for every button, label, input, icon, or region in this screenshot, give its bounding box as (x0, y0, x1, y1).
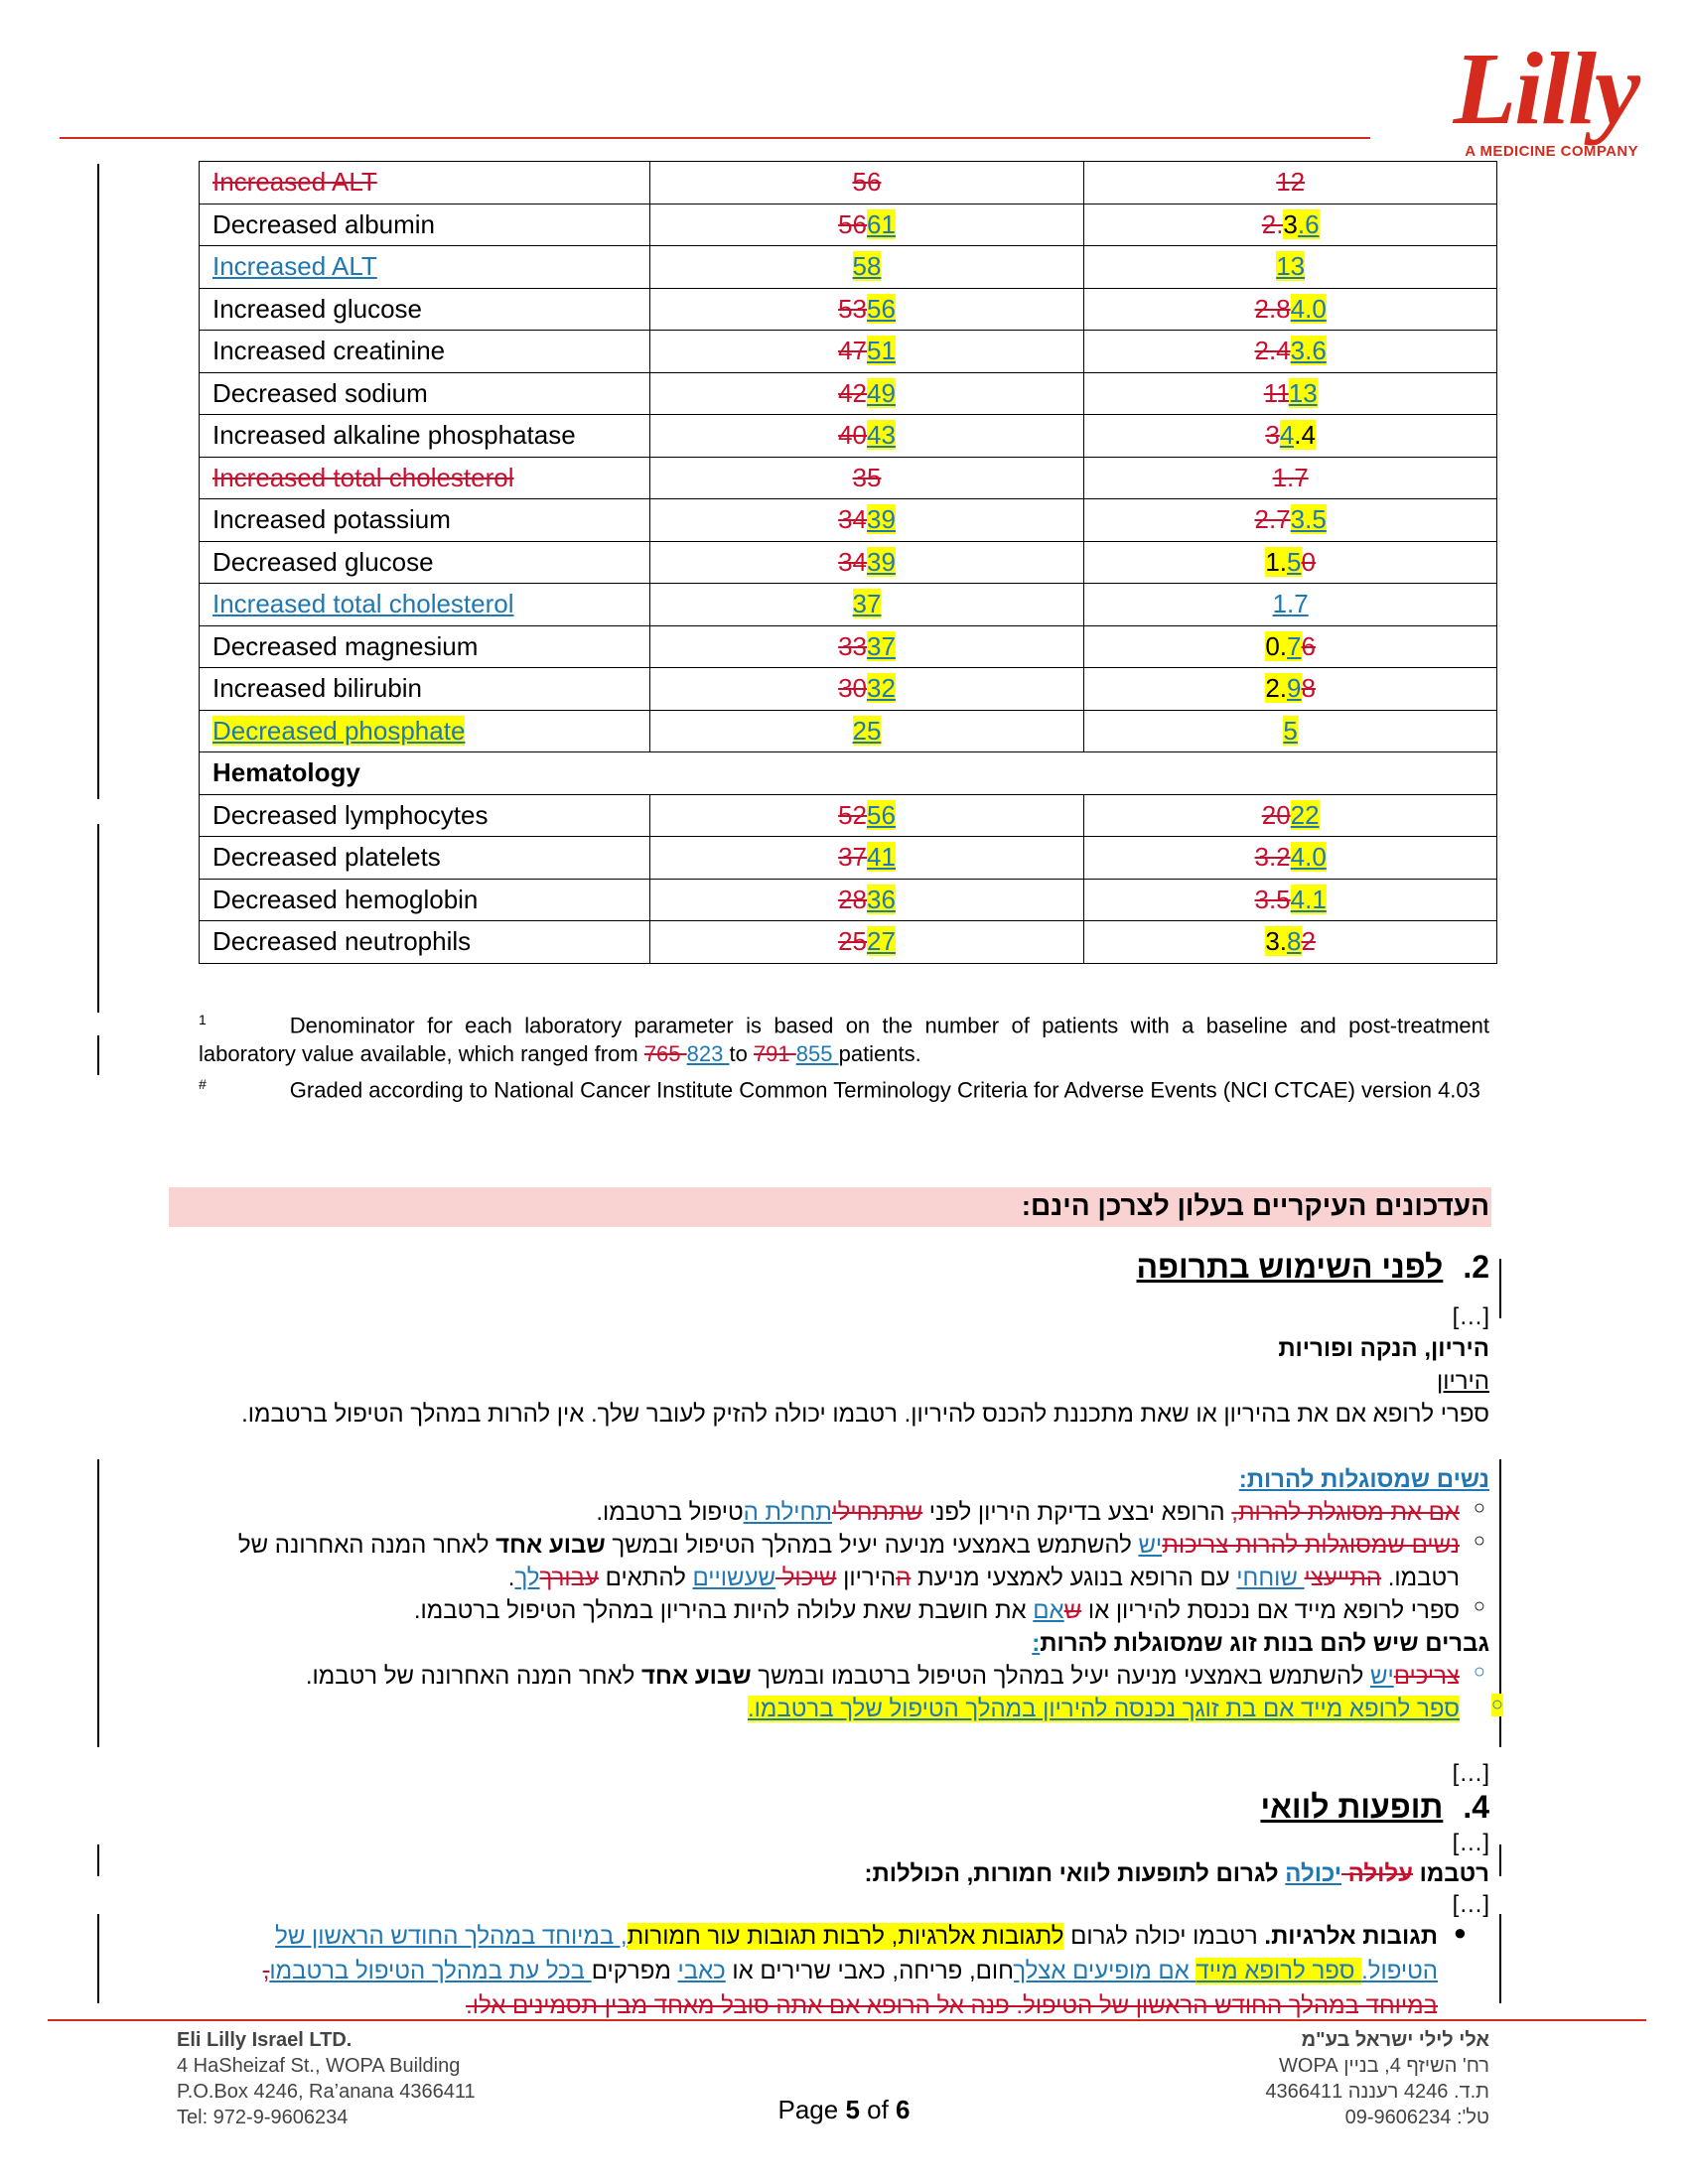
all-grades-value (649, 499, 1084, 542)
table-row (200, 246, 1497, 289)
cell-text: Decreased albumin (212, 208, 436, 239)
inserted-text: ספר לרופא מייד (1196, 1958, 1362, 1984)
deleted-text: 8 (1301, 673, 1316, 704)
grade-3-4-value (1084, 162, 1497, 205)
bullet-circle-icon: ○ (1473, 1497, 1485, 1519)
women-heading: נשים שמסוגלות להרות: (1238, 1466, 1489, 1493)
inserted-text: 4 (1279, 420, 1295, 451)
women-item-1 (197, 1496, 1460, 1529)
women-item-3 (197, 1594, 1460, 1627)
grade-3-4-value (1084, 710, 1497, 752)
lab-parameter (200, 710, 650, 752)
body-text: להשתמש באמצעי מניעה יעיל במהלך הטיפול ובמשך (605, 1532, 1139, 1559)
cell-text: Decreased hemoglobin (212, 884, 479, 914)
pregnancy-paragraph: ספרי לרופא אם את בהיריון או שאת מתכננת להכנס להיריון. רטבמו יכולה להזיק לעובר שלך. אין להרות במהלך הטיפול ברטבמו. (241, 1401, 1489, 1428)
all-grades-value (649, 162, 1084, 205)
body-text: הרופא יבצע בדיקת היריון לפני (922, 1499, 1232, 1526)
deleted-text: שיכול (774, 1565, 837, 1591)
inserted-text: 43 (867, 420, 896, 451)
bold-text: תגובות אלרגיות. (1264, 1923, 1438, 1950)
cell-text: Decreased glucose (212, 546, 434, 577)
all-grades-value (649, 288, 1084, 331)
inserted-text: 1.7 (1272, 589, 1309, 619)
table-row (200, 457, 1497, 499)
cell-text: Increased bilirubin (212, 673, 423, 704)
bold-text: שבוע אחד (641, 1663, 752, 1690)
grade-3-4-value (1084, 415, 1497, 458)
lab-parameter (200, 372, 650, 415)
subsection-title: היריון, הנקה ופוריות (1278, 1335, 1489, 1362)
cell-text: 3. (1265, 926, 1288, 957)
section-number: 4. (1463, 1789, 1489, 1825)
body-text: את חושבת שאת עלולה להיות בהיריון במהלך הטיפול ברטבמו. (413, 1597, 1034, 1624)
footer-phone: Tel: 972-9-9606234 (177, 2107, 349, 2128)
inserted-text: תחילת ה (743, 1499, 832, 1526)
table-row (200, 541, 1497, 584)
body-text: רטבמו יכולה לגרום (1063, 1923, 1265, 1950)
inserted-text: 56 (867, 293, 896, 324)
bold-text: רטבמו (1412, 1860, 1489, 1887)
highlighted-text: לתגובות אלרגיות, לרבות תגובות עור חמורות (627, 1923, 1064, 1950)
deleted-text: עלולה (1341, 1860, 1413, 1887)
inserted-text: 36 (867, 884, 896, 914)
grade-3-4-value (1084, 204, 1497, 246)
all-grades-value (649, 541, 1084, 584)
change-bar (1499, 1914, 1501, 2003)
footnote-text: Graded according to National Cancer Institute Common Terminology Criteria for Adverse Events (NCI CTCAE) version 4.03 (289, 1077, 1480, 1103)
deleted-text: Increased total cholesterol (212, 462, 514, 492)
deleted-text: 56 (838, 208, 868, 239)
inserted-text: 855 (795, 1041, 839, 1067)
grade-3-4-value (1084, 288, 1497, 331)
section-4-heading (197, 1787, 1489, 1827)
lab-parameter (200, 246, 650, 289)
inserted-text: Increased total cholesterol (212, 589, 514, 619)
deleted-text: 52 (838, 799, 868, 830)
section-2-heading (197, 1247, 1489, 1287)
table-row (200, 921, 1497, 964)
ellipsis: […] (1452, 1891, 1489, 1918)
lab-parameter (200, 668, 650, 711)
change-bar (1499, 1844, 1501, 1876)
deleted-text: 30 (838, 673, 868, 704)
footnote-mark: # (199, 1076, 207, 1092)
lab-parameter (200, 457, 650, 499)
cell-text: .4 (1294, 420, 1316, 451)
all-grades-value (649, 668, 1084, 711)
body-text: לאחר המנה האחרונה של רטבמו. (237, 1532, 1460, 1591)
deleted-text: 2. (1261, 208, 1284, 239)
deleted-text: 1.7 (1272, 462, 1309, 492)
body-text: לאחר המנה האחרונה של רטבמו. (305, 1663, 642, 1690)
bold-text: שבוע אחד (495, 1532, 606, 1559)
deleted-text: אם את מסוגלת להרות, (1231, 1499, 1460, 1526)
inserted-text: כאבי (677, 1958, 726, 1984)
all-grades-value (649, 625, 1084, 668)
grade-3-4-value (1084, 541, 1497, 584)
cell-text: Decreased magnesium (212, 630, 479, 661)
grade-3-4-value (1084, 499, 1497, 542)
inserted-text: 22 (1290, 799, 1320, 830)
deleted-text: ש (1063, 1597, 1082, 1624)
footer-pobox: P.O.Box 4246, Ra’anana 4366411 (177, 2081, 476, 2103)
bold-text: גברים שיש להם בנות זוג שמסוגלות להרות (1040, 1630, 1489, 1657)
inserted-text: 39 (867, 546, 896, 577)
inserted-text: אם (1033, 1597, 1064, 1624)
cell-text: 0. (1265, 630, 1288, 661)
body-text: . (507, 1565, 515, 1591)
deleted-text: 2.8 (1254, 293, 1291, 324)
lab-parameter (200, 837, 650, 880)
ellipsis: […] (1452, 1830, 1489, 1856)
deleted-text: 42 (838, 377, 868, 408)
grade-3-4-value (1084, 457, 1497, 499)
table-row (200, 668, 1497, 711)
inserted-text: שוחחי (1236, 1565, 1305, 1591)
footnote-2 (199, 1070, 1489, 1104)
cell-text: Increased glucose (212, 293, 423, 324)
page-number (0, 2095, 1688, 2125)
cell-text: Increased potassium (212, 504, 451, 535)
lab-parameter (200, 162, 650, 205)
grade-3-4-value (1084, 372, 1497, 415)
table-row (200, 879, 1497, 921)
bullet-circle-icon: ○ (1473, 1661, 1485, 1683)
table-row (200, 331, 1497, 373)
footnote-mark: 1 (199, 1012, 207, 1027)
deleted-text: שתתחילי (831, 1499, 923, 1526)
deleted-text: 25 (838, 926, 868, 957)
lab-parameter (200, 625, 650, 668)
lilly-logo (1453, 32, 1638, 160)
table-row (200, 372, 1497, 415)
logo-tagline: A MEDICINE COMPANY (1465, 143, 1638, 160)
cell-text: Decreased sodium (212, 377, 428, 408)
lab-parameter (200, 541, 650, 584)
grade-3-4-value (1084, 246, 1497, 289)
grade-3-4-value (1084, 921, 1497, 964)
table-row (200, 625, 1497, 668)
inserted-text: 3.6 (1290, 336, 1327, 366)
change-bar (1499, 1259, 1501, 1318)
bold-text: לגרום לתופעות לוואי חמורות, הכוללות: (864, 1860, 1286, 1887)
inserted-text: לך (514, 1565, 540, 1591)
deleted-text: Increased ALT (212, 167, 377, 198)
inserted-text: 58 (852, 251, 882, 282)
grade-3-4-value (1084, 794, 1497, 837)
deleted-text: 2.7 (1254, 504, 1291, 535)
lab-parameter (200, 584, 650, 626)
page-current: 5 (845, 2095, 860, 2124)
table-row (200, 794, 1497, 837)
inserted-text: 41 (867, 842, 896, 873)
body-text: היריון (836, 1565, 897, 1591)
grade-3-4-value (1084, 331, 1497, 373)
all-grades-value (649, 331, 1084, 373)
grade-3-4-value (1084, 879, 1497, 921)
section-title: תופעות לוואי (1260, 1789, 1444, 1825)
bullet-circle-icon: ○ (1473, 1530, 1485, 1552)
deleted-text: 2 (1301, 926, 1316, 957)
inserted-text: 25 (852, 715, 882, 746)
change-bar (97, 1844, 99, 1876)
deleted-text: נשים שמסוגלות להרות צריכות (1162, 1532, 1460, 1559)
inserted-text: יש (1138, 1532, 1163, 1559)
footer-company: Eli Lilly Israel LTD. (177, 2029, 352, 2051)
inserted-text: בכל עת במהלך הטיפול ברטבמו (269, 1958, 592, 1984)
section-label: Hematology (200, 752, 1497, 795)
footer-rule (48, 2019, 1646, 2021)
change-bar (97, 1035, 99, 1075)
page-of: of (859, 2095, 897, 2124)
inserted-text: ספר לרופא מייד אם בת זוגך נכנסה להיריון במהלך הטיפול שלך ברטבמו. (748, 1696, 1460, 1722)
inserted-text: 13 (1276, 251, 1306, 282)
footnote-1 (199, 1006, 1489, 1068)
inserted-text: 823 (686, 1041, 730, 1067)
section-title: לפני השימוש בתרופה (1136, 1249, 1444, 1285)
grade-3-4-value (1084, 625, 1497, 668)
pregnancy-heading: היריון (1437, 1368, 1489, 1395)
all-grades-value (649, 794, 1084, 837)
change-bar (97, 164, 99, 799)
inserted-text: יש (1369, 1663, 1394, 1690)
inserted-text: 27 (867, 926, 896, 957)
all-grades-value (649, 837, 1084, 880)
ellipsis: […] (1452, 1303, 1489, 1330)
deleted-text: 56 (852, 167, 882, 198)
deleted-text: התייעצי (1304, 1565, 1382, 1591)
table-row (200, 584, 1497, 626)
inserted-text: 51 (867, 336, 896, 366)
all-grades-value (649, 879, 1084, 921)
deleted-text: 34 (838, 546, 868, 577)
body-text: להשתמש באמצעי מניעה יעיל במהלך הטיפול ברטבמו ובמשך (751, 1663, 1370, 1690)
deleted-text: 3.2 (1254, 842, 1291, 873)
lab-abnormalities-table (199, 161, 1497, 964)
deleted-text: 33 (838, 630, 868, 661)
deleted-text: 3.5 (1254, 884, 1291, 914)
inserted-text: 3.5 (1290, 504, 1327, 535)
body-text: עם הרופא בנוגע לאמצעי מניעת (911, 1565, 1237, 1591)
footer-phone: טל': 09-9606234 (1344, 2107, 1489, 2128)
inserted-text: .6 (1297, 208, 1320, 239)
table-section-row (200, 752, 1497, 795)
deleted-text: 34 (838, 504, 868, 535)
all-grades-value (649, 372, 1084, 415)
change-bar (97, 1914, 99, 2003)
lab-parameter (200, 415, 650, 458)
inserted-text: 8 (1287, 926, 1302, 957)
deleted-text: 791 (753, 1041, 796, 1067)
all-grades-value (649, 246, 1084, 289)
body-text: מפרקים (591, 1958, 678, 1984)
inserted-text: 32 (867, 673, 896, 704)
bullet-circle-icon: ○ (1473, 1595, 1485, 1617)
deleted-text: 0 (1301, 546, 1316, 577)
cell-text: Increased creatinine (212, 336, 446, 366)
allergic-reactions-item (197, 1919, 1438, 2023)
cell-text: 2. (1265, 673, 1288, 704)
deleted-text: 35 (852, 462, 882, 492)
deleted-text: 765 (643, 1041, 687, 1067)
inserted-text: 4.1 (1290, 884, 1327, 914)
inserted-text: 37 (867, 630, 896, 661)
cell-text: Decreased lymphocytes (212, 799, 489, 830)
lab-parameter (200, 921, 650, 964)
cell-text: 3 (1283, 208, 1298, 239)
table-row (200, 204, 1497, 246)
all-grades-value (649, 415, 1084, 458)
side-effects-intro (197, 1857, 1489, 1890)
page-label: Page (777, 2095, 846, 2124)
inserted-text: 13 (1288, 377, 1318, 408)
inserted-text: 9 (1287, 673, 1302, 704)
men-heading (197, 1627, 1489, 1660)
deleted-text: 28 (838, 884, 868, 914)
all-grades-value (649, 204, 1084, 246)
footnote-text: Denominator for each laboratory parameter is based on the number of patients with a baseline and post-treatment laboratory value available, which ranged from (199, 1013, 1489, 1067)
all-grades-value (649, 710, 1084, 752)
grade-3-4-value (1084, 668, 1497, 711)
updates-banner-title: העדכונים העיקריים בעלון לצרכן הינם: (1021, 1190, 1489, 1221)
deleted-text: צריכים (1393, 1663, 1460, 1690)
deleted-text: , במיוחד במהלך החודש הראשון של הטיפול. פנה אל הרופא אם אתה סובל מאחד מבין תסמינים אלו. (262, 1958, 1438, 2019)
inserted-text: 61 (867, 208, 896, 239)
grade-3-4-value (1084, 837, 1497, 880)
lab-parameter (200, 331, 650, 373)
inserted-text: 56 (867, 799, 896, 830)
deleted-text: 47 (838, 336, 868, 366)
inserted-text: 5 (1283, 715, 1298, 746)
inserted-text: 39 (867, 504, 896, 535)
deleted-text: 12 (1276, 167, 1306, 198)
table-row (200, 415, 1497, 458)
deleted-text: 20 (1261, 799, 1291, 830)
bullet-dot-icon: ● (1453, 1920, 1467, 1945)
body-text: חום, פריחה, כאבי שרירים או (725, 1958, 1014, 1984)
bullet-circle-icon: ○ (1490, 1694, 1503, 1715)
all-grades-value (649, 921, 1084, 964)
footnote-text: to (729, 1041, 754, 1067)
footer-address: רח' השיזף 4, בניין WOPA (1279, 2055, 1489, 2077)
deleted-text: 2.4 (1254, 336, 1291, 366)
table-row (200, 162, 1497, 205)
change-bar (97, 824, 99, 1013)
grade-3-4-value (1084, 584, 1497, 626)
inserted-text: 7 (1287, 630, 1302, 661)
footer-address: 4 HaSheizaf St., WOPA Building (177, 2055, 461, 2077)
body-text: ספרי לרופא מייד אם נכנסת להיריון או (1081, 1597, 1460, 1624)
deleted-text: 11 (1263, 377, 1289, 408)
footnote-text: patients. (838, 1041, 921, 1067)
ellipsis: […] (1452, 1760, 1489, 1787)
all-grades-value (649, 457, 1084, 499)
footer-pobox: ת.ד. 4246 רעננה 4366411 (1265, 2081, 1489, 2103)
inserted-text: יכולה (1285, 1860, 1342, 1887)
logo-wordmark: Lilly (1453, 32, 1638, 146)
header-rule (60, 137, 1370, 139)
cell-text: 1. (1265, 546, 1288, 577)
inserted-text: Increased ALT (212, 251, 377, 282)
inserted-text: 4.0 (1290, 293, 1327, 324)
table-row (200, 499, 1497, 542)
lab-parameter (200, 879, 650, 921)
cell-text: Increased alkaline phosphatase (212, 420, 576, 451)
inserted-text: 49 (867, 377, 896, 408)
section-number: 2. (1463, 1249, 1489, 1285)
cell-text: Decreased neutrophils (212, 926, 472, 957)
lab-parameter (200, 794, 650, 837)
table-row (200, 288, 1497, 331)
lab-parameter (200, 288, 650, 331)
inserted-text: אם מופיעים אצלך (1013, 1958, 1196, 1984)
inserted-text: 5 (1287, 546, 1302, 577)
inserted-text: , במיוחד במהלך החודש הראשון של הטיפול. (275, 1923, 1438, 1984)
inserted-text: : (1032, 1630, 1041, 1657)
cell-text: Decreased platelets (212, 842, 441, 873)
table-row (200, 837, 1497, 880)
lab-parameter (200, 204, 650, 246)
deleted-text: 53 (838, 293, 868, 324)
page-total: 6 (896, 2095, 911, 2124)
deleted-text: 6 (1301, 630, 1316, 661)
deleted-text: ה (896, 1565, 912, 1591)
deleted-text: 40 (838, 420, 868, 451)
table-row (200, 710, 1497, 752)
men-item-2 (197, 1693, 1460, 1725)
deleted-text: 3 (1265, 420, 1280, 451)
inserted-text: Decreased phosphate (212, 715, 466, 746)
lab-parameter (200, 499, 650, 542)
women-item-2 (197, 1529, 1460, 1594)
inserted-text: 37 (852, 589, 882, 619)
footer-company: אלי לילי ישראל בע"מ (1301, 2029, 1489, 2051)
inserted-text: 4.0 (1290, 842, 1327, 873)
inserted-text: שעשויים (692, 1565, 775, 1591)
all-grades-value (649, 584, 1084, 626)
deleted-text: עבורך (539, 1565, 599, 1591)
deleted-text: 37 (838, 842, 868, 873)
men-item-1 (197, 1660, 1460, 1693)
body-text: להתאים (598, 1565, 693, 1591)
change-bar (97, 1459, 99, 1747)
body-text: טיפול ברטבמו. (596, 1499, 744, 1526)
